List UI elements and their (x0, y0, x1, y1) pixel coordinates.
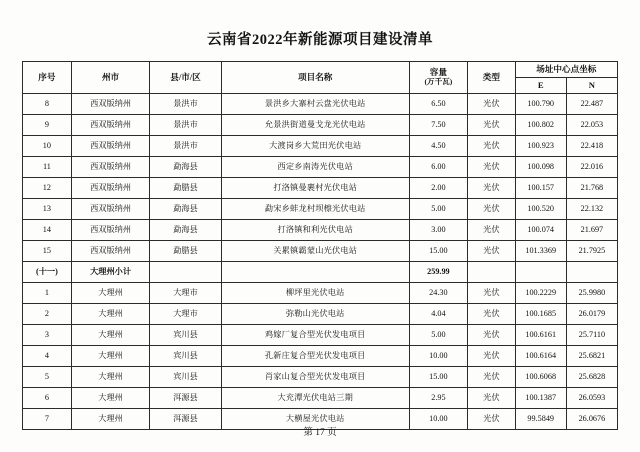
cell-project-name: 关累镇霸蒙山光伏电站 (221, 241, 409, 262)
subtotal-row (23, 262, 618, 283)
page-title: 云南省2022年新能源项目建设清单 (207, 32, 433, 48)
table-row (23, 178, 618, 199)
cell-subtotal-county (150, 262, 221, 283)
cell-subtotal-label: 大理州小计 (71, 262, 150, 283)
cell-prefecture: 大理州 (71, 346, 150, 367)
cell-capacity: 5.00 (409, 199, 467, 220)
cell-east: 100.6161 (515, 325, 566, 346)
column-header-north: N (566, 78, 617, 94)
cell-capacity: 15.00 (409, 241, 467, 262)
cell-no: 14 (23, 220, 72, 241)
cell-subtotal-no: (十一) (23, 262, 72, 283)
cell-subtotal-capacity: 259.99 (409, 262, 467, 283)
cell-north: 25.7110 (566, 325, 617, 346)
table-row (23, 304, 618, 325)
cell-county: 洱源县 (150, 409, 221, 430)
cell-subtotal-type (468, 262, 516, 283)
table-row (23, 283, 618, 304)
cell-capacity: 7.50 (409, 115, 467, 136)
cell-no: 5 (23, 367, 72, 388)
cell-no: 6 (23, 388, 72, 409)
cell-east: 100.098 (515, 157, 566, 178)
cell-capacity: 24.30 (409, 283, 467, 304)
cell-north: 26.0179 (566, 304, 617, 325)
cell-type: 光伏 (468, 283, 516, 304)
column-header-east: E (515, 78, 566, 94)
cell-project-name: 鸡嫁厂复合型光伏发电项目 (221, 325, 409, 346)
cell-capacity: 6.00 (409, 157, 467, 178)
cell-north: 21.768 (566, 178, 617, 199)
cell-project-name: 景洪乡大寨村云盘光伏电站 (221, 94, 409, 115)
cell-prefecture: 西双版纳州 (71, 220, 150, 241)
cell-north: 22.016 (566, 157, 617, 178)
table-body (23, 94, 618, 430)
cell-type: 光伏 (468, 178, 516, 199)
cell-project-name: 大横屋光伏电站 (221, 409, 409, 430)
table-row (23, 115, 618, 136)
cell-county: 宾川县 (150, 367, 221, 388)
cell-prefecture: 西双版纳州 (71, 136, 150, 157)
cell-type: 光伏 (468, 388, 516, 409)
cell-county: 景洪市 (150, 136, 221, 157)
cell-east: 101.3369 (515, 241, 566, 262)
cell-county: 勐腊县 (150, 178, 221, 199)
cell-no: 1 (23, 283, 72, 304)
cell-capacity: 4.04 (409, 304, 467, 325)
cell-prefecture: 西双版纳州 (71, 241, 150, 262)
cell-capacity: 4.50 (409, 136, 467, 157)
cell-type: 光伏 (468, 304, 516, 325)
cell-north: 22.053 (566, 115, 617, 136)
cell-prefecture: 大理州 (71, 388, 150, 409)
cell-no: 15 (23, 241, 72, 262)
cell-north: 25.6828 (566, 367, 617, 388)
cell-no: 4 (23, 346, 72, 367)
cell-county: 景洪市 (150, 115, 221, 136)
cell-east: 99.5849 (515, 409, 566, 430)
cell-county: 勐海县 (150, 199, 221, 220)
cell-prefecture: 大理州 (71, 409, 150, 430)
cell-subtotal-east (515, 262, 566, 283)
cell-east: 100.6164 (515, 346, 566, 367)
cell-capacity: 3.00 (409, 220, 467, 241)
cell-project-name: 大充潭光伏电站三期 (221, 388, 409, 409)
cell-type: 光伏 (468, 94, 516, 115)
cell-project-name: 肖家山复合型光伏发电项目 (221, 367, 409, 388)
cell-county: 勐腊县 (150, 241, 221, 262)
cell-type: 光伏 (468, 157, 516, 178)
cell-prefecture: 大理州 (71, 283, 150, 304)
cell-prefecture: 西双版纳州 (71, 199, 150, 220)
cell-county: 大理市 (150, 304, 221, 325)
table-row (23, 157, 618, 178)
cell-east: 100.1387 (515, 388, 566, 409)
cell-type: 光伏 (468, 409, 516, 430)
cell-prefecture: 西双版纳州 (71, 115, 150, 136)
cell-capacity: 2.95 (409, 388, 467, 409)
cell-north: 26.0676 (566, 409, 617, 430)
column-header-capacity (409, 62, 467, 94)
cell-subtotal-name (221, 262, 409, 283)
capacity-header-line2: (万千瓦) (424, 77, 453, 87)
table-row (23, 94, 618, 115)
cell-type: 光伏 (468, 346, 516, 367)
cell-prefecture: 大理州 (71, 325, 150, 346)
cell-north: 22.487 (566, 94, 617, 115)
column-header-no: 序号 (23, 62, 72, 94)
cell-east: 100.790 (515, 94, 566, 115)
cell-capacity: 10.00 (409, 409, 467, 430)
cell-prefecture: 西双版纳州 (71, 178, 150, 199)
cell-north: 25.9980 (566, 283, 617, 304)
cell-no: 11 (23, 157, 72, 178)
table-header (23, 62, 618, 94)
cell-no: 8 (23, 94, 72, 115)
cell-type: 光伏 (468, 199, 516, 220)
table-row (23, 241, 618, 262)
cell-north: 21.697 (566, 220, 617, 241)
table-row (23, 136, 618, 157)
cell-east: 100.2229 (515, 283, 566, 304)
cell-no: 10 (23, 136, 72, 157)
cell-prefecture: 西双版纳州 (71, 94, 150, 115)
cell-no: 9 (23, 115, 72, 136)
cell-project-name: 允景洪街道曼戈龙光伏电站 (221, 115, 409, 136)
cell-no: 7 (23, 409, 72, 430)
column-header-type: 类型 (468, 62, 516, 94)
column-header-coordinates: 场址中心点坐标 (515, 62, 617, 78)
cell-north: 22.132 (566, 199, 617, 220)
cell-county: 勐海县 (150, 157, 221, 178)
cell-prefecture: 大理州 (71, 367, 150, 388)
cell-project-name: 柳坪里光伏电站 (221, 283, 409, 304)
table-row (23, 220, 618, 241)
cell-county: 景洪市 (150, 94, 221, 115)
cell-county: 大理市 (150, 283, 221, 304)
cell-project-name: 孔新庄复合型光伏发电项目 (221, 346, 409, 367)
cell-east: 100.157 (515, 178, 566, 199)
cell-type: 光伏 (468, 367, 516, 388)
cell-capacity: 2.00 (409, 178, 467, 199)
cell-county: 宾川县 (150, 346, 221, 367)
cell-prefecture: 大理州 (71, 304, 150, 325)
cell-north: 26.0593 (566, 388, 617, 409)
cell-capacity: 5.00 (409, 325, 467, 346)
cell-east: 100.074 (515, 220, 566, 241)
cell-no: 12 (23, 178, 72, 199)
cell-north: 25.6821 (566, 346, 617, 367)
table-row (23, 325, 618, 346)
cell-north: 22.418 (566, 136, 617, 157)
page-content (22, 14, 618, 442)
cell-county: 宾川县 (150, 325, 221, 346)
cell-type: 光伏 (468, 241, 516, 262)
column-header-prefecture: 州市 (71, 62, 150, 94)
cell-project-name: 勐宋乡蚌龙村坝檫光伏电站 (221, 199, 409, 220)
cell-capacity: 15.00 (409, 367, 467, 388)
cell-county: 洱源县 (150, 388, 221, 409)
table-header-row-1 (23, 62, 618, 78)
cell-subtotal-north (566, 262, 617, 283)
cell-type: 光伏 (468, 115, 516, 136)
column-header-project-name: 项目名称 (221, 62, 409, 94)
cell-type: 光伏 (468, 136, 516, 157)
table-row (23, 367, 618, 388)
cell-type: 光伏 (468, 220, 516, 241)
table-row (23, 388, 618, 409)
cell-county: 勐海县 (150, 220, 221, 241)
table-row (23, 199, 618, 220)
cell-project-name: 打洛镇曼裹村光伏电站 (221, 178, 409, 199)
cell-project-name: 弥勒山光伏电站 (221, 304, 409, 325)
cell-project-name: 大渡岗乡大荒田光伏电站 (221, 136, 409, 157)
cell-type: 光伏 (468, 325, 516, 346)
cell-east: 100.6068 (515, 367, 566, 388)
cell-east: 100.520 (515, 199, 566, 220)
cell-no: 3 (23, 325, 72, 346)
cell-east: 100.1685 (515, 304, 566, 325)
cell-north: 21.7925 (566, 241, 617, 262)
cell-capacity: 6.50 (409, 94, 467, 115)
column-header-county: 县/市/区 (150, 62, 221, 94)
page-number: 第 17 页 (303, 428, 337, 438)
cell-project-name: 西定乡南涛光伏电站 (221, 157, 409, 178)
cell-capacity: 10.00 (409, 346, 467, 367)
cell-east: 100.923 (515, 136, 566, 157)
project-list-table (22, 61, 618, 430)
capacity-header-line1: 容量 (429, 67, 447, 78)
table-row (23, 346, 618, 367)
cell-prefecture: 西双版纳州 (71, 157, 150, 178)
cell-east: 100.802 (515, 115, 566, 136)
cell-no: 2 (23, 304, 72, 325)
cell-no: 13 (23, 199, 72, 220)
cell-project-name: 打洛镇和利光伏电站 (221, 220, 409, 241)
